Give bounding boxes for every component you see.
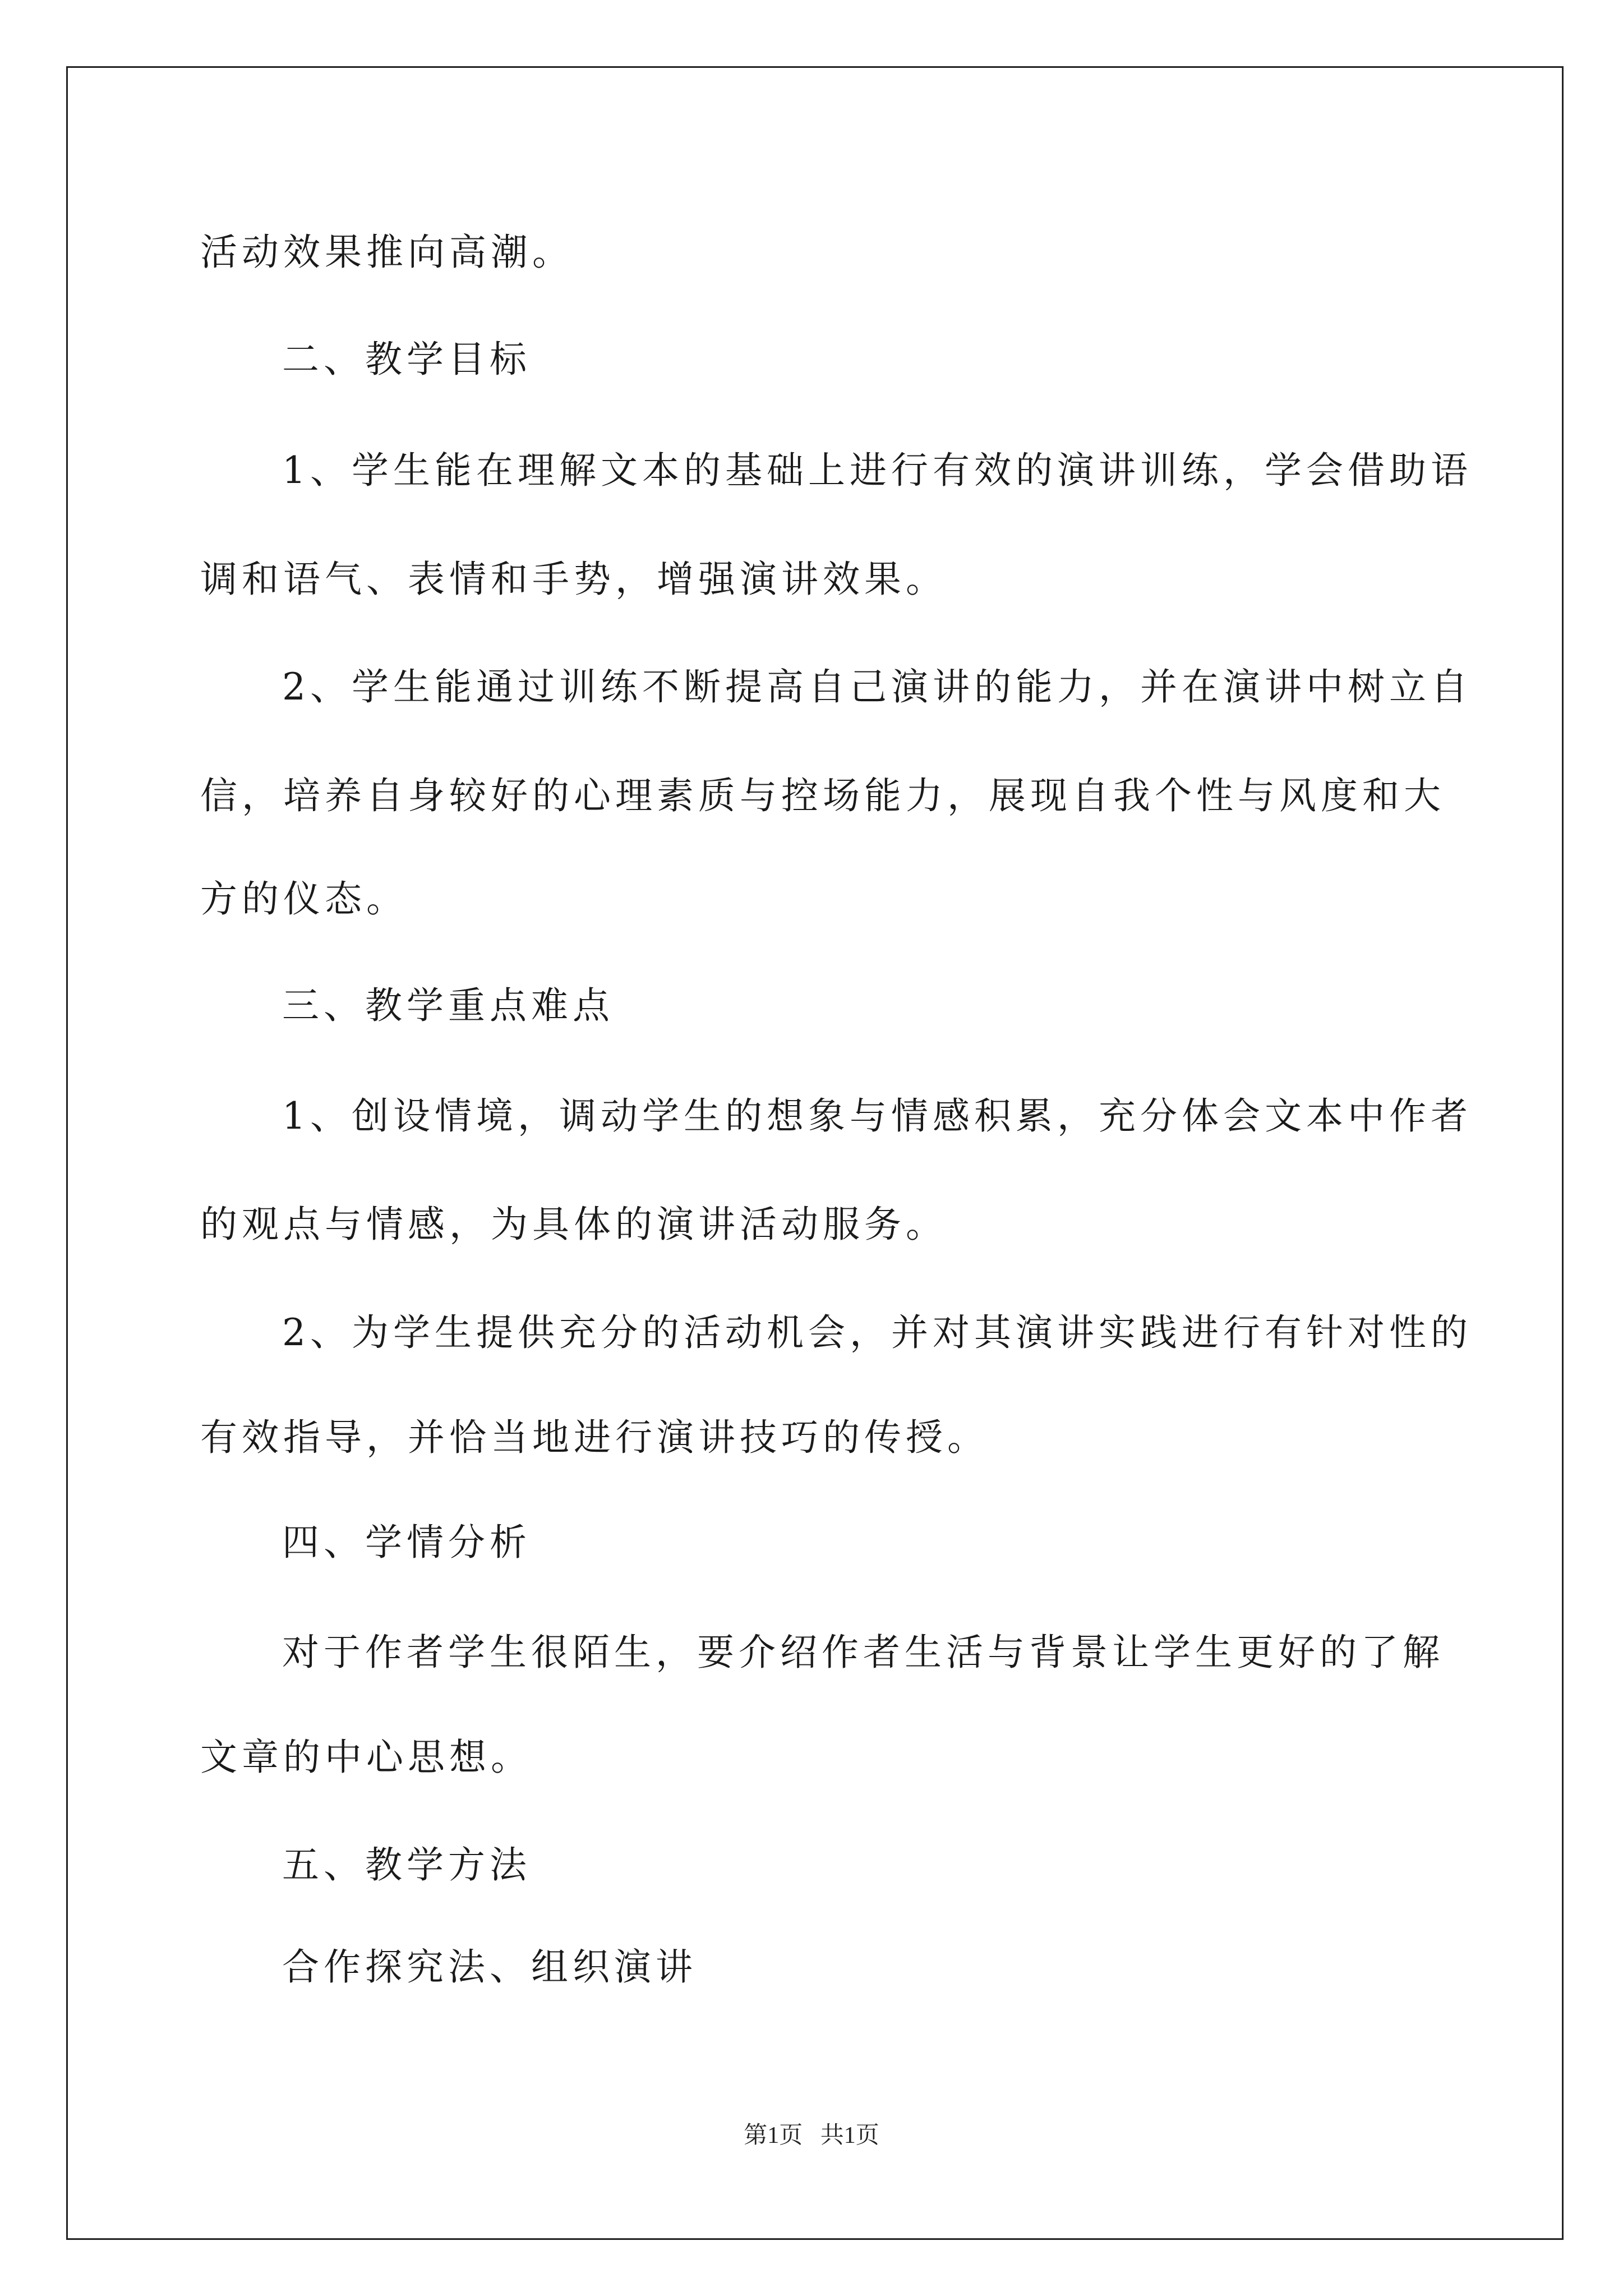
text-line: 信，培养自身较好的心理素质与控场能力，展现自我个性与风度和大 [200, 774, 1445, 817]
text-line: 1、学生能在理解文本的基础上进行有效的演讲训练，学会借助语 [282, 449, 1472, 492]
text-line: 对于作者学生很陌生，要介绍作者生活与背景让学生更好的了解 [282, 1631, 1444, 1674]
section-heading: 二、教学目标 [282, 338, 531, 381]
section-heading: 四、学情分析 [282, 1521, 531, 1564]
text-line: 文章的中心思想。 [200, 1736, 532, 1779]
text-line: 2、为学生提供充分的活动机会，并对其演讲实践进行有针对性的 [282, 1311, 1472, 1354]
text-line: 方的仪态。 [200, 877, 408, 921]
text-line: 合作探究法、组织演讲 [282, 1945, 697, 1989]
section-heading: 三、教学重点难点 [282, 984, 614, 1027]
text-line: 2、学生能通过训练不断提高自己演讲的能力，并在演讲中树立自 [282, 665, 1472, 708]
text-line: 调和语气、表情和手势，增强演讲效果。 [200, 558, 947, 601]
text-line: 有效指导，并恰当地进行演讲技巧的传授。 [200, 1416, 989, 1459]
text-line: 的观点与情感，为具体的演讲活动服务。 [200, 1203, 947, 1246]
page-border [66, 66, 1564, 2240]
text-line: 1、创设情境，调动学生的想象与情感积累，充分体会文本中作者 [282, 1094, 1472, 1138]
text-line: 活动效果推向高潮。 [200, 231, 574, 274]
section-heading: 五、教学方法 [282, 1843, 531, 1887]
page-number-footer: 第1页 共1页 [744, 2123, 879, 2148]
